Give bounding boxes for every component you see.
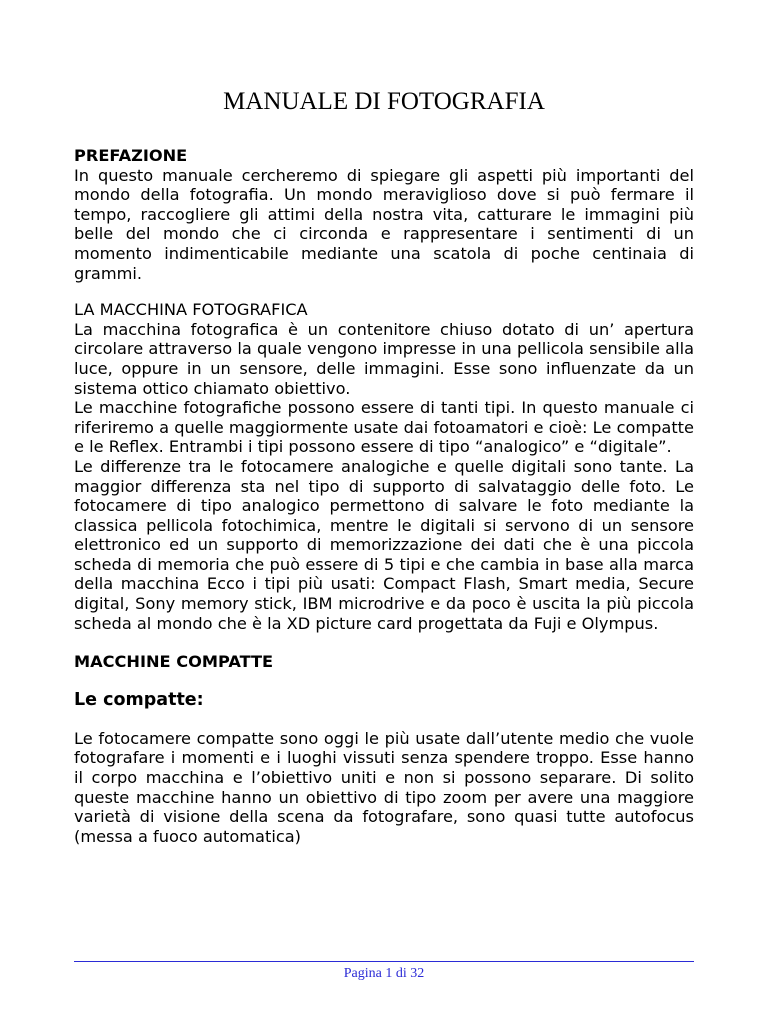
paragraph-spacer (74, 672, 694, 690)
document-title: MANUALE DI FOTOGRAFIA (223, 88, 545, 115)
paragraph-macchina-1: La macchina fotografica è un contenitore chiuso dotato di un’ apertura circolare attraverso la quale vengono impresse in una pellicola sensibile alla luce, oppure in un sensore, delle immagini. Esse sono influenzate da un sistema ottico chiamato obiettivo. (74, 319, 694, 398)
paragraph-spacer (74, 283, 694, 300)
document-body (74, 146, 694, 846)
footer-divider (74, 961, 694, 962)
paragraph-macchina-3: Le differenze tra le fotocamere analogiche e quelle digitali sono tante. La maggior differenza sta nel tipo di supporto di salvataggio delle foto. Le fotocamere di tipo analogico permettono di salvare le foto mediante la classica pellicola fotochimica, mentre le digitali si servono di un sensore elettronico ed un supporto di memorizzazione dei dati che è una piccola scheda di memoria che può essere di 5 tipi e che cambia in base alla marca della macchina Ecco i tipi più usati: Compact Flash, Smart media, Secure digital, Sony memory stick, IBM microdrive e da poco è uscita la più piccola scheda al mondo che è la XD picture card progettata da Fuji e Olympus. (74, 456, 694, 633)
paragraph-macchina-2: Le macchine fotografiche possono essere di tanti tipi. In questo manuale ci riferiremo a quelle maggiormente usate dai fotoamatori e cioè: Le compatte e le Reflex. Entrambi i tipi possono essere di tipo “analogico” e “digitale”. (74, 398, 694, 457)
paragraph-compatte: Le fotocamere compatte sono oggi le più usate dall’utente medio che vuole fotografare i momenti e i luoghi vissuti senza spendere troppo. Esse hanno il corpo macchina e l’obiettivo uniti e non si possono separare. Di solito queste macchine hanno un obiettivo di tipo zoom per avere una maggiore varietà di visione della scena da fotografare, sono quasi tutte autofocus (messa a fuoco automatica) (74, 728, 694, 846)
paragraph-spacer (74, 710, 694, 729)
section-heading-compatte: MACCHINE COMPATTE (74, 652, 274, 672)
section-heading-prefazione: PREFAZIONE (74, 146, 188, 165)
paragraph-spacer (74, 633, 694, 652)
paragraph-prefazione: In questo manuale cercheremo di spiegare gli aspetti più importanti del mondo della fotografia. Un mondo meraviglioso dove si può fermare il tempo, raccogliere gli attimi della nostra vita, catturare le immagini più belle del mondo che ci circonda e rappresentare i sentimenti di un momento indimenticabile mediante una scatola di poche centinaia di grammi. (74, 165, 694, 283)
page-number: Pagina 1 di 32 (343, 966, 425, 981)
section-heading-macchina: LA MACCHINA FOTOGRAFICA (74, 300, 308, 320)
subheading-compatte: Le compatte: (74, 689, 204, 710)
